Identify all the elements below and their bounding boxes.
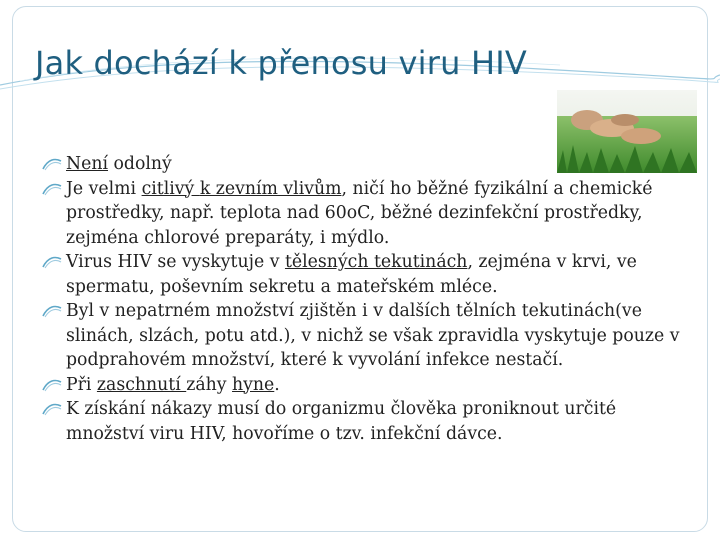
underlined-text: Není xyxy=(66,154,109,174)
bullet-swoosh-icon xyxy=(42,305,62,318)
text-run: , ničí ho běžné fyzikální a chemické prostředky, např. teplota nad 60oC, běžné dezinfekční prostředky, zejména chlorové preparáty, i mýdlo. xyxy=(66,178,653,248)
bullet-swoosh-icon xyxy=(42,183,62,196)
list-item xyxy=(40,152,680,177)
underlined-text: citlivý xyxy=(141,178,200,199)
text-run: , zejména v krvi, ve spermatu, poševním sekretu a mateřském mléce. xyxy=(66,252,637,297)
list-item xyxy=(40,397,680,446)
underlined-text: hyne xyxy=(232,374,275,395)
text-run: záhy xyxy=(186,374,233,395)
text-run: . xyxy=(274,374,280,395)
bullet-swoosh-icon xyxy=(42,256,62,269)
bullet-list xyxy=(40,152,680,446)
bullet-swoosh-icon xyxy=(42,379,62,392)
bullet-swoosh-icon xyxy=(42,158,62,171)
text-run: odolný xyxy=(108,154,172,174)
list-item xyxy=(40,373,680,398)
list-item xyxy=(40,250,680,299)
text-run: Při xyxy=(66,374,97,395)
underlined-text: zaschnutí xyxy=(96,374,187,395)
text-run: K získání nákazy musí do organizmu člověka proniknout určité množství viru HIV, hovoříme o tzv. infekční dávce. xyxy=(66,399,617,444)
bullet-swoosh-icon xyxy=(42,403,62,416)
underlined-text: tělesných tekutinách xyxy=(284,252,468,272)
page-title: Jak dochází k přenosu viru HIV xyxy=(35,44,527,82)
list-item xyxy=(40,299,680,373)
text-run: Je velmi xyxy=(66,178,142,199)
list-item xyxy=(40,177,680,251)
text-run: Virus HIV se vyskytuje v xyxy=(66,252,285,272)
text-run: Byl v nepatrném množství zjištěn i v dalších tělních tekutinách(ve slinách, slzách, potu atd.), v nichž se však zpravidla vyskytuje pouze v podprahovém množství, které k vyvolání infekce nestačí. xyxy=(66,301,680,370)
underlined-text: k zevním vlivům xyxy=(199,178,342,199)
